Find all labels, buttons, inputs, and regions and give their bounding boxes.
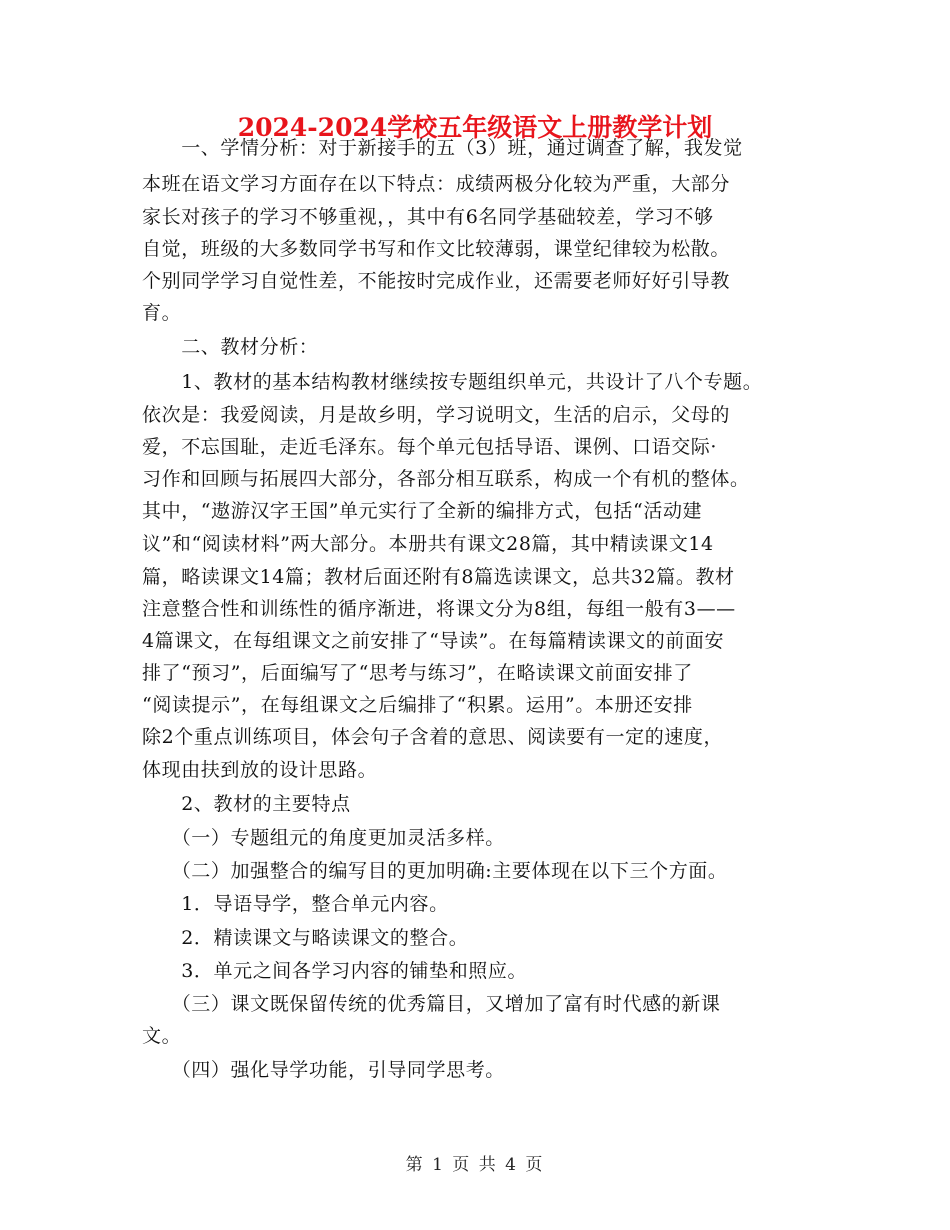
text-line: 排了“预习”，后面编写了“思考与练习”，在略读课文前面安排了 [142, 662, 693, 684]
text-line: “阅读提示”，在每组课文之后编排了“积累。运用”。本册还安排 [142, 694, 693, 716]
page-number: 第 1 页 共 4 页 [405, 1155, 545, 1175]
text-line: 体现由扶到放的设计思路。 [142, 759, 378, 781]
text-line: 1、教材的基本结构教材继续按专题组织单元，共设计了八个专题。 [142, 371, 763, 393]
text-line: 文。 [142, 1025, 182, 1047]
text-line: 篇，略读课文14篇；教材后面还附有8篇选读课文，总共32篇。教材 [142, 566, 735, 588]
text-line: 自觉，班级的大多数同学书写和作文比较薄弱，课堂纪律较为松散。 [142, 238, 731, 260]
text-line: 育。 [142, 302, 182, 324]
text-line: 个别同学学习自觉性差，不能按时完成作业，还需要老师好好引导教 [142, 270, 731, 292]
text-line: 本班在语文学习方面存在以下特点：成绩两极分化较为严重，大部分 [142, 173, 731, 195]
text-line: 1．导语导学，整合单元内容。 [142, 893, 449, 915]
text-line: （三）课文既保留传统的优秀篇目，又增加了富有时代感的新课 [142, 993, 721, 1015]
text-line: 议”和“阅读材料”两大部分。本册共有课文28篇，其中精读课文14 [142, 533, 714, 555]
text-line: 3．单元之间各学习内容的铺垫和照应。 [142, 960, 528, 982]
text-line: 2．精读课文与略读课文的整合。 [142, 927, 469, 949]
document-title: 2024-2024学校五年级语文上册教学计划 [237, 113, 713, 142]
text-line: 注意整合性和训练性的循序渐进，将课文分为8组，每组一般有3—— [142, 598, 736, 620]
text-line: （四）强化导学功能，引导同学思考。 [142, 1059, 505, 1081]
text-line: 爱，不忘国耻，走近毛泽东。每个单元包括导语、课例、口语交际· [142, 436, 718, 458]
text-line: 其中，“遨游汉字王国”单元实行了全新的编排方式，包括“活动建 [142, 500, 703, 522]
text-line: （二）加强整合的编写目的更加明确:主要体现在以下三个方面。 [142, 860, 728, 882]
section-heading: 二、教材分析： [142, 336, 319, 358]
text-line: 习作和回顾与拓展四大部分，各部分相互联系，构成一个有机的整体。 [142, 468, 750, 490]
section-heading: 2、教材的主要特点 [142, 793, 351, 815]
text-line: 除2个重点训练项目，体会句子含着的意思、阅读要有一定的速度， [142, 726, 724, 748]
text-line: （一）专题组元的角度更加灵活多样。 [142, 827, 505, 849]
text-line: 依次是：我爱阅读，月是故乡明，学习说明文，生活的启示，父母的 [142, 404, 731, 426]
text-line: 家长对孩子的学习不够重视，，其中有6名同学基础较差，学习不够 [142, 206, 714, 228]
text-line: 4篇课文，在每组课文之前安排了“导读”。在每篇精读课文的前面安 [142, 630, 725, 652]
text-line: 一、学情分析：对于新接手的五（3）班，通过调查了解，我发觉 [142, 137, 743, 159]
